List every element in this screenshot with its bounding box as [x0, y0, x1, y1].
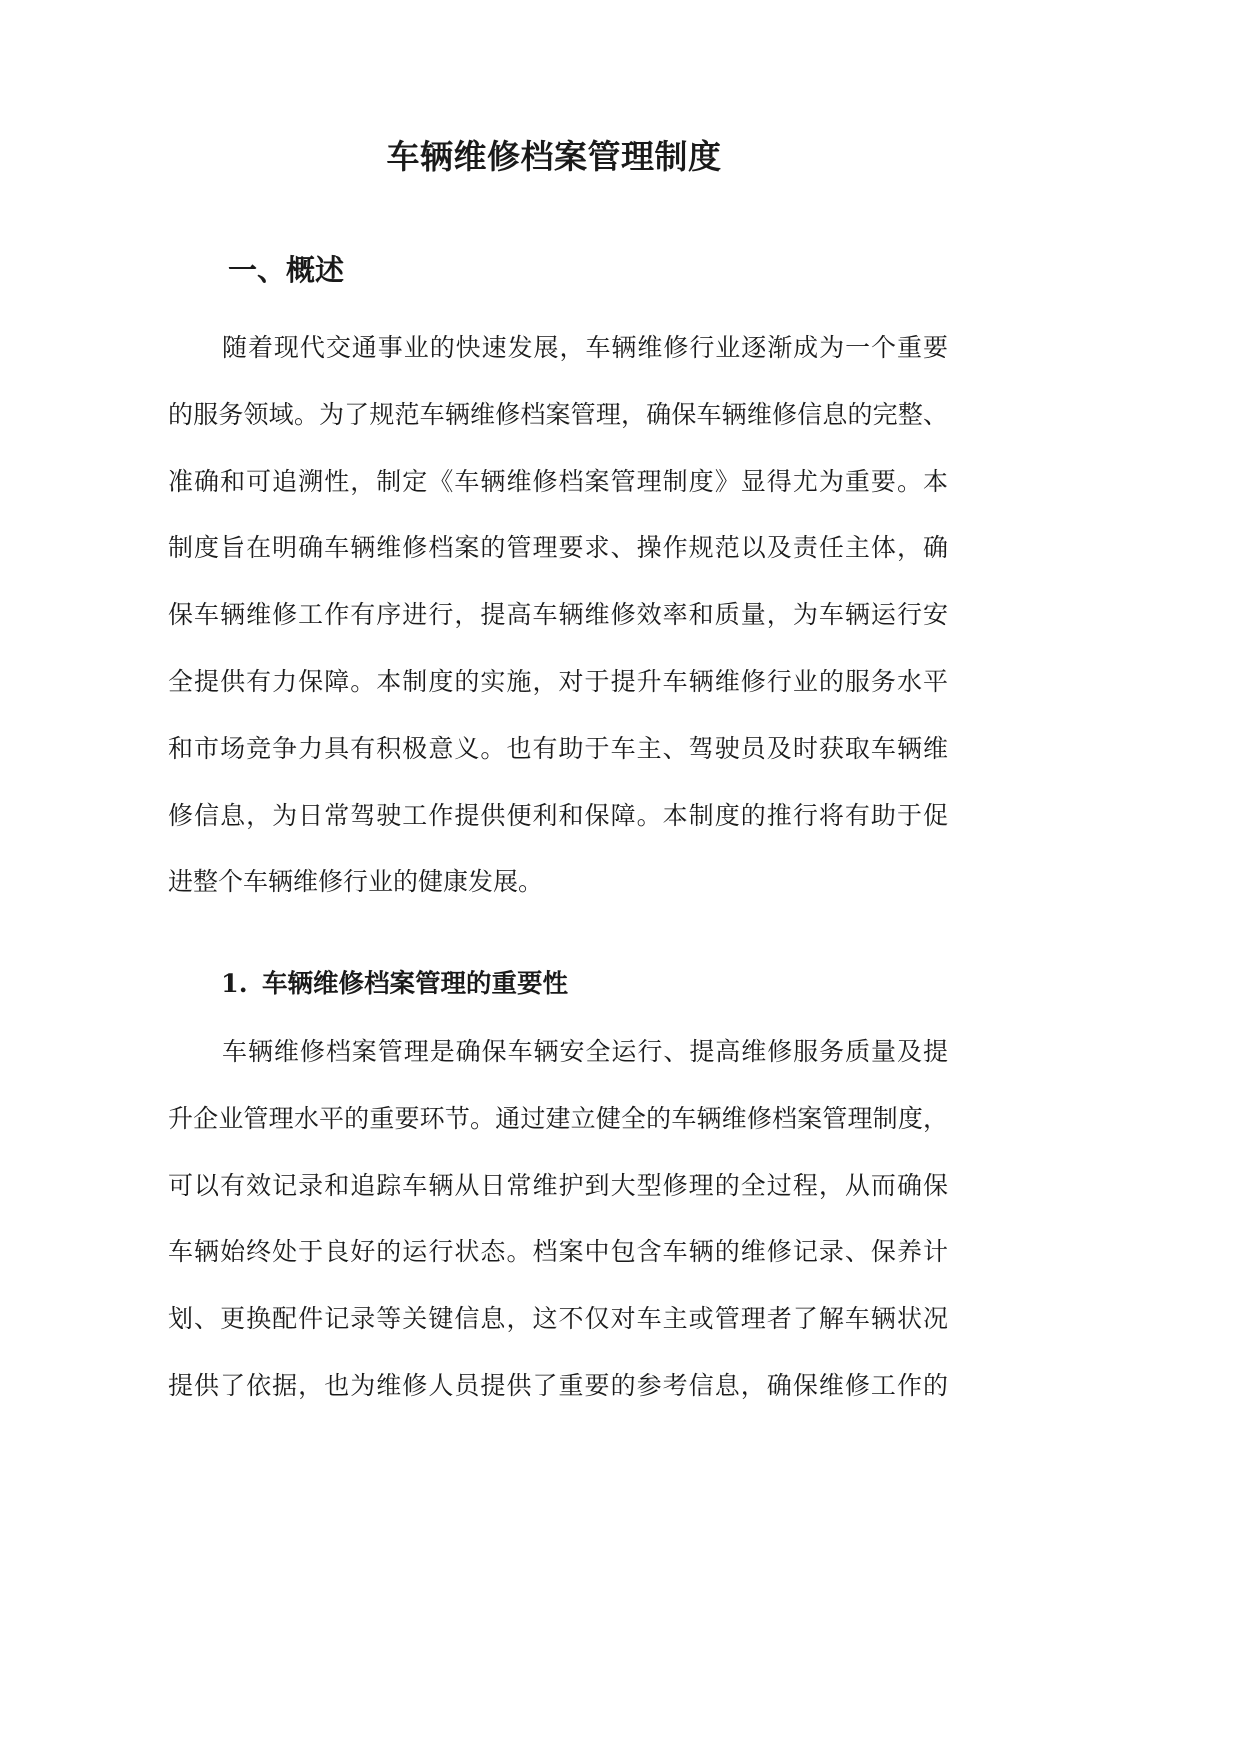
paragraph-line: 全提供有力保障。本制度的实施，对于提升车辆维修行业的服务水平 [168, 666, 948, 696]
paragraph-line: 提供了依据，也为维修人员提供了重要的参考信息，确保维修工作的 [168, 1370, 948, 1400]
paragraph-line: 制度旨在明确车辆维修档案的管理要求、操作规范以及责任主体，确 [168, 533, 948, 563]
paragraph-line: 和市场竞争力具有积极意义。也有助于车主、驾驶员及时获取车辆维 [168, 733, 948, 763]
subsection-number: 1. [221, 969, 248, 999]
paragraph-line: 随着现代交通事业的快速发展，车辆维修行业逐渐成为一个重要 [222, 333, 948, 362]
subsection-heading-importance [221, 969, 568, 999]
paragraph-line: 可以有效记录和追踪车辆从日常维护到大型修理的全过程，从而确保 [168, 1170, 948, 1200]
importance-paragraph [168, 1019, 948, 1420]
paragraph-line: 划、更换配件记录等关键信息，这不仅对车主或管理者了解车辆状况 [168, 1304, 948, 1334]
overview-paragraph [168, 315, 948, 916]
document-title: 车辆维修档案管理制度 [386, 137, 722, 176]
paragraph-line: 车辆维修档案管理是确保车辆安全运行、提高维修服务质量及提 [222, 1037, 948, 1066]
paragraph-line: 升企业管理水平的重要环节。通过建立健全的车辆维修档案管理制度， [168, 1103, 948, 1133]
subsection-title: 车辆维修档案管理的重要性 [262, 969, 569, 999]
paragraph-line: 准确和可追溯性，制定《车辆维修档案管理制度》显得尤为重要。本 [168, 466, 948, 496]
paragraph-line: 车辆始终处于良好的运行状态。档案中包含车辆的维修记录、保养计 [168, 1237, 948, 1267]
paragraph-line: 修信息，为日常驾驶工作提供便利和保障。本制度的推行将有助于促 [168, 800, 948, 830]
paragraph-line: 保车辆维修工作有序进行，提高车辆维修效率和质量，为车辆运行安 [168, 600, 948, 630]
section-heading-overview: 一、概述 [228, 253, 345, 287]
paragraph-line: 进整个车辆维修行业的健康发展。 [168, 867, 544, 897]
paragraph-line: 的服务领域。为了规范车辆维修档案管理，确保车辆维修信息的完整、 [168, 399, 948, 429]
